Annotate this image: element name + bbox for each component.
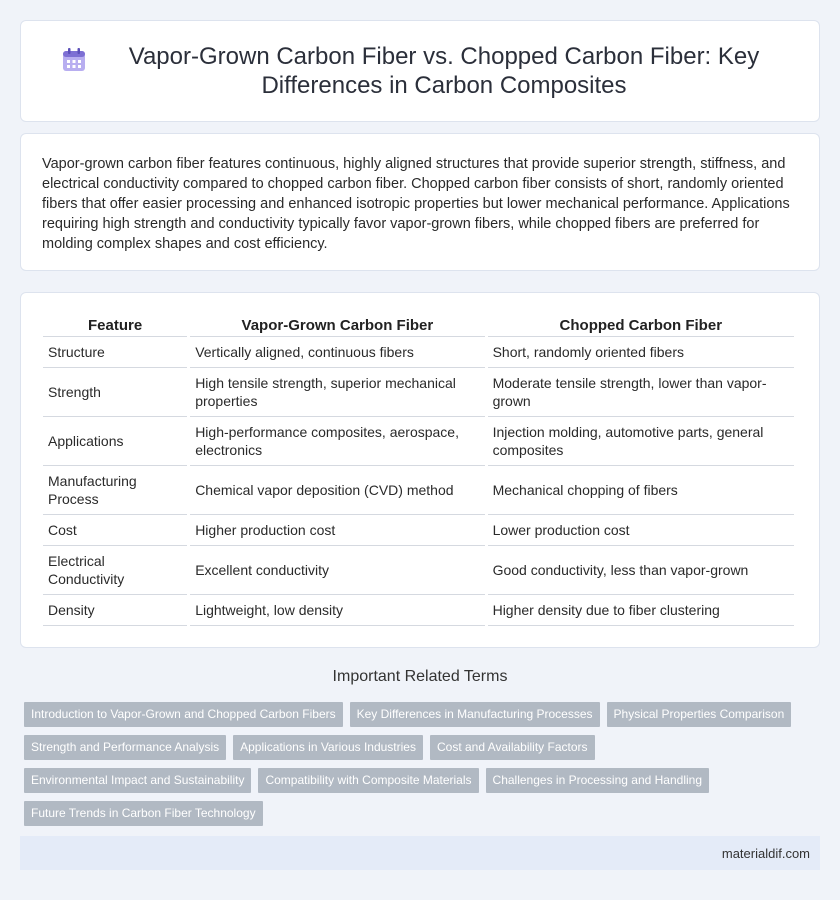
related-term-tag[interactable]: Future Trends in Carbon Fiber Technology: [24, 801, 263, 826]
cell-feature: Electrical Conductivity: [43, 546, 187, 595]
cell-chopped: Higher density due to fiber clustering: [488, 595, 794, 626]
cell-vapor-grown: Chemical vapor deposition (CVD) method: [190, 466, 484, 515]
table-row: [43, 546, 794, 595]
table-row: [43, 595, 794, 626]
table-row: [43, 466, 794, 515]
cell-chopped: Moderate tensile strength, lower than vapor-grown: [488, 368, 794, 417]
header-feature: Feature: [43, 313, 187, 337]
cell-vapor-grown: High-performance composites, aerospace, electronics: [190, 417, 484, 466]
comparison-table-card: [20, 292, 820, 648]
related-terms-list: [24, 702, 814, 834]
table-row: [43, 417, 794, 466]
cell-feature: Structure: [43, 337, 187, 368]
related-term-tag[interactable]: Physical Properties Comparison: [607, 702, 792, 727]
cell-feature: Strength: [43, 368, 187, 417]
cell-feature: Density: [43, 595, 187, 626]
cell-vapor-grown: Vertically aligned, continuous fibers: [190, 337, 484, 368]
related-terms-title: Important Related Terms: [332, 668, 508, 685]
table-row: [43, 515, 794, 546]
title-card: [20, 20, 820, 122]
related-term-tag[interactable]: Key Differences in Manufacturing Processes: [350, 702, 600, 727]
related-term-tag[interactable]: Strength and Performance Analysis: [24, 735, 226, 760]
related-term-tag[interactable]: Applications in Various Industries: [233, 735, 423, 760]
cell-feature: Applications: [43, 417, 187, 466]
header-chopped: Chopped Carbon Fiber: [488, 313, 794, 337]
page-title: Vapor-Grown Carbon Fiber vs. Chopped Carbon Fiber: Key Differences in Carbon Composites: [128, 43, 760, 99]
table-row: [43, 337, 794, 368]
cell-vapor-grown: High tensile strength, superior mechanical properties: [190, 368, 484, 417]
header-vapor-grown: Vapor-Grown Carbon Fiber: [190, 313, 484, 337]
comparison-table: [40, 313, 797, 626]
cell-feature: Manufacturing Process: [43, 466, 187, 515]
footer-site-link[interactable]: materialdif.com: [721, 845, 810, 861]
related-term-tag[interactable]: Environmental Impact and Sustainability: [24, 768, 251, 793]
table-header-row: [43, 313, 794, 337]
related-term-tag[interactable]: Challenges in Processing and Handling: [486, 768, 709, 793]
related-term-tag[interactable]: Introduction to Vapor-Grown and Chopped Carbon Fibers: [24, 702, 343, 727]
cell-vapor-grown: Excellent conductivity: [190, 546, 484, 595]
calendar-icon: [60, 46, 88, 74]
cell-chopped: Good conductivity, less than vapor-grown: [488, 546, 794, 595]
cell-feature: Cost: [43, 515, 187, 546]
cell-chopped: Short, randomly oriented fibers: [488, 337, 794, 368]
related-term-tag[interactable]: Compatibility with Composite Materials: [258, 768, 478, 793]
cell-chopped: Lower production cost: [488, 515, 794, 546]
intro-card: [20, 133, 820, 271]
cell-chopped: Mechanical chopping of fibers: [488, 466, 794, 515]
related-term-tag[interactable]: Cost and Availability Factors: [430, 735, 595, 760]
intro-paragraph: Vapor-grown carbon fiber features continuous, highly aligned structures that provide superior strength, stiffness, and electrical conductivity compared to chopped carbon fiber. Chopped carbon fiber consists of short, randomly oriented fibers that offer easier processing and enhanced isotropic properties but lower mechanical performance. Applications requiring high strength and conductivity typically favor vapor-grown fibers, while chopped fibers are preferred for molding complex shapes and cost efficiency.: [42, 156, 790, 252]
footer: [20, 836, 820, 870]
table-row: [43, 368, 794, 417]
cell-vapor-grown: Lightweight, low density: [190, 595, 484, 626]
cell-chopped: Injection molding, automotive parts, general composites: [488, 417, 794, 466]
cell-vapor-grown: Higher production cost: [190, 515, 484, 546]
